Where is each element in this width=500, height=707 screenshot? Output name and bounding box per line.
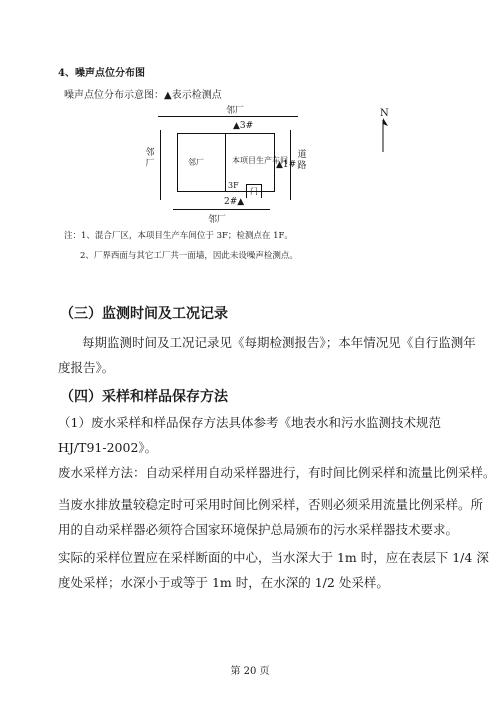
- north-label: N: [380, 108, 389, 119]
- sampling-paragraph-4: [58, 545, 489, 595]
- sampling-p1-line-2: HJ/T91-2002》。: [58, 440, 158, 455]
- sampling-p4-line-2: 度处采样；水深小于或等于 1m 时，在水深的 1/2 处采样。: [58, 575, 389, 590]
- floor-label: 3F: [228, 181, 239, 190]
- monitoring-time-paragraph: [58, 330, 476, 380]
- monitoring-point-3: ▲3#: [233, 121, 254, 131]
- monitoring-time-line-1: 每期监测时间及工况记录见《每期检测报告》；本年情况见《自行监测年: [82, 335, 476, 350]
- section-heading-sampling: （四）采样和样品保存方法: [60, 389, 228, 405]
- main-workshop-label: 本项目生产车间: [232, 156, 288, 165]
- left-block-label: 邻厂: [188, 158, 204, 167]
- top-boundary-line: [158, 116, 298, 117]
- page-number: 第 20 页: [230, 666, 270, 677]
- section-heading-monitoring-time: （三）监测时间及工况记录: [60, 306, 228, 322]
- north-arrow-icon: [376, 118, 390, 152]
- monitoring-time-line-2: 度报告》。: [58, 360, 115, 375]
- top-neighbor-label: 邻厂: [226, 106, 245, 116]
- sampling-p3-line-2: 用的自动采样器必须符合国家环境保护总局颁布的污水采样器技术要求。: [58, 522, 459, 537]
- sampling-paragraph-1: [58, 410, 468, 460]
- diagram-note-2: 2、厂界西面与其它工厂共一面墙，因此未设噪声检测点。: [80, 251, 298, 261]
- left-neighbor-label: 邻厂: [145, 148, 155, 169]
- right-road-label: 道路: [297, 150, 307, 171]
- sampling-p2-line: 废水采样方法：自动采样用自动采样器进行，有时间比例采样和流量比例采样。: [58, 465, 496, 480]
- gate-label: 门: [250, 187, 258, 196]
- section-title-noise-map: 4、噪声点位分布图: [58, 68, 145, 79]
- monitoring-point-2: 2#▲: [224, 197, 245, 207]
- left-boundary-line: [160, 130, 161, 200]
- building-divider: [225, 133, 226, 192]
- sampling-p1-line-1: （1）废水采样和样品保存方法具体参考《地表水和污水监测技术规范: [58, 415, 441, 430]
- diagram-legend: 噪声点位分布示意图：▲表示检测点: [64, 90, 222, 101]
- sampling-p3-line-1: 当废水排放量较稳定时可采用时间比例采样，否则必须采用流量比例采样。所: [58, 497, 484, 512]
- bottom-boundary-line: [173, 209, 270, 210]
- sampling-p4-line-1: 实际的采样位置应在采样断面的中心，当水深大于 1m 时，应在表层下 1/4 深: [58, 550, 489, 565]
- diagram-note-1: 注：1、混合厂区，本项目生产车间位于 3F；检测点在 1F。: [64, 231, 293, 241]
- sampling-paragraph-2: [58, 460, 496, 485]
- bottom-neighbor-label: 邻厂: [208, 215, 227, 225]
- monitoring-point-1: ▲1#: [276, 160, 297, 170]
- sampling-paragraph-3: [58, 492, 484, 542]
